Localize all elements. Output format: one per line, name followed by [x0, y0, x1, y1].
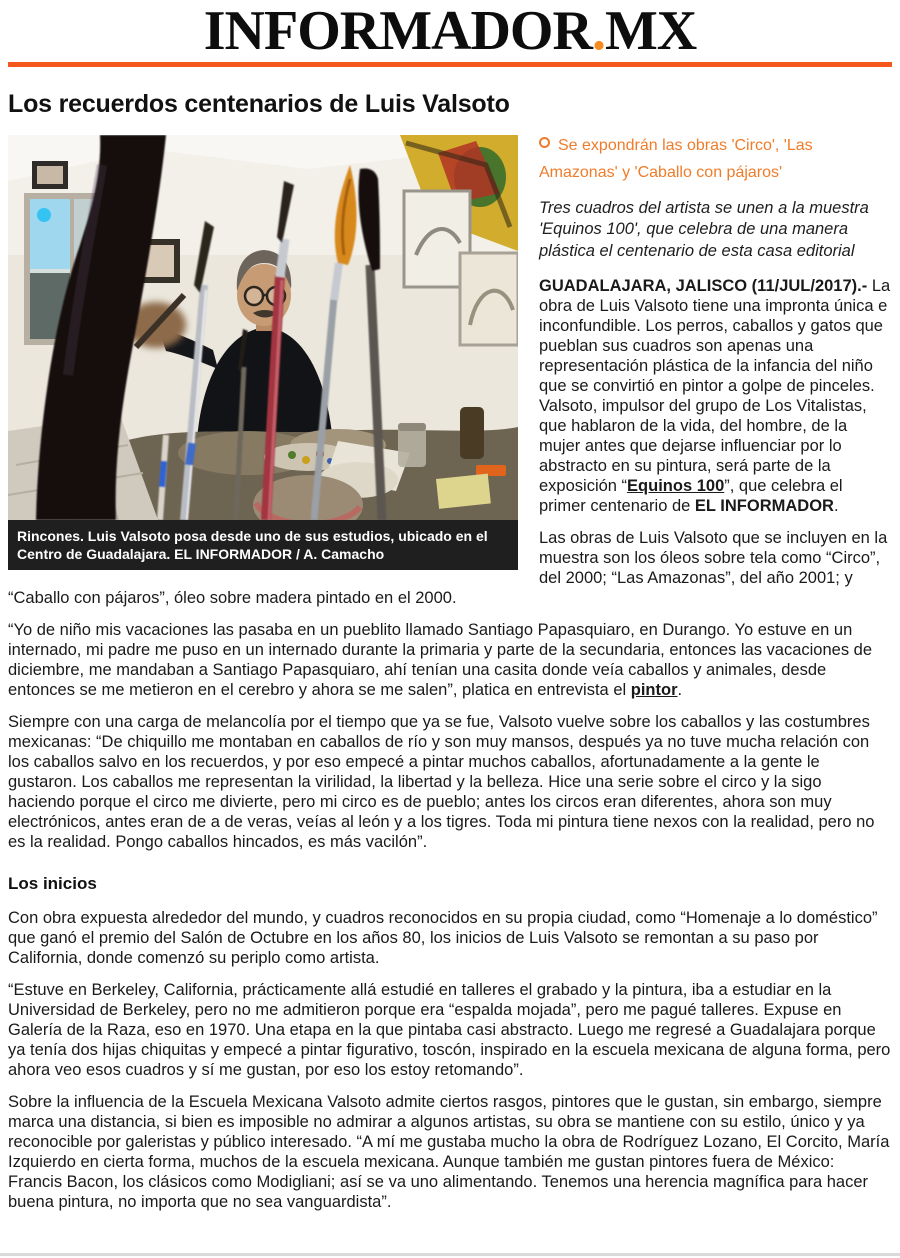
- paragraph-escuela-mexicana: Sobre la influencia de la Escuela Mexicana Valsoto admite ciertos rasgos, pintores que le gustan, sin embargo, siempre marca una distancia, si bien es imposible no admirar a algunos artistas, su obra se mantiene con su estilo, único y ya reconocible por galeristas y público interesado. “A mí me gustaba mucho la obra de Rodríguez Lozano, El Corcito, María Izquierdo en cierta forma, muchos de la escuela mexicana. Aunque también me gustan pintores fuera de México: Francis Bacon, los clásicos como Modigliani; así se va uno alimentando. Tenemos una herencia magnífica para hacer buena pintura, no importa que no sea vanguardista”.: [8, 1093, 890, 1212]
- paragraph-quote-childhood: [8, 620, 892, 700]
- paragraph-berkeley: “Estuve en Berkeley, California, prácticamente allá estudié en talleres el grabado y la pintura, iba a estudiar en la Universidad de Berkeley, pero no me admitieron porque era “espalda mojada”, pero me pagué talleres. Expuse en Galería de la Raza, eso en 1970. Una etapa en la que pintaba casi abstracto. Luego me regresé a Guadalajara porque ya tenía dos hijas chiquitas y empecé a pintar figurativo, toscón, inspirado en la escuela mexicana de alguna forma, pero ahora veo esos cuadros y sí me gustan, por eso los estoy retomando”.: [8, 981, 891, 1080]
- masthead: [0, 0, 900, 62]
- bottom-divider: [0, 1253, 900, 1256]
- equinos-100-link[interactable]: Equinos 100: [627, 477, 725, 496]
- logo-text-suffix: MX: [604, 0, 697, 62]
- quote-childhood-text: “Yo de niño mis vacaciones las pasaba en un pueblito llamado Santiago Papasquiaro, en Durango. Yo estuve en un internado, mi padre me puso en un internado durante la primaria y parte de la secundaria, entonces las vacaciones de diciembre, me mandaban a Santiago Papasquiaro, ahí tenían una casita donde veía caballos y animales, desde entonces se me metieron en el cerebro y ahora se me salen”, platica en entrevista el: [8, 621, 873, 700]
- subhead-los-inicios: Los inicios: [8, 874, 97, 894]
- studio-photo-illustration: [8, 135, 518, 520]
- informador-logo[interactable]: [203, 0, 697, 62]
- paragraph-melancolia: Siempre con una carga de melancolía por el tiempo que ya se fue, Valsoto vuelve sobre los caballos y las costumbres mexicanas: “De chiquillo me montaban en caballos de río y son muy mansos, después ya no tuve mucha relación con los caballos salvo en los recuerdos, y por eso empecé a pintar muchos caballos, afortunadamente a la gente le gustaron. Los caballos me representan la virilidad, la libertad y la belleza. Hice una serie sobre el circo y la sigo haciendo porque el circo me divierte, pero mi circo es de pueblo; antes los circos eran diferentes, ahora son muy electrónicos, antes eran de a de veras, veías al león y a los tigres. Toda mi pintura tiene nexos con la realidad, pero no es la realidad. Pongo caballos hincados, es más vacilón”.: [8, 713, 875, 852]
- photo-caption: Rincones. Luis Valsoto posa desde uno de sus estudios, ubicado en el Centro de Guadalajara. EL INFORMADOR / A. Camacho: [8, 520, 518, 570]
- lead-text-2: ”, que celebra el primer centenario de: [539, 477, 843, 516]
- logo-dot-icon: .: [591, 0, 605, 62]
- brand-mention: EL INFORMADOR: [694, 497, 834, 516]
- dateline: GUADALAJARA, JALISCO (11/JUL/2017).-: [539, 277, 872, 296]
- lead-text-1: La obra de Luis Valsoto tiene una impronta única e inconfundible. Los perros, caballos y gatos que pueblan sus cuadros son apenas una representación plástica de la infancia del niño que se convirtió en pintor a golpe de pinceles. Valsoto, impulsor del grupo de Los Vitalistas, que hablaron de la vida, del hombre, de la mujer antes que dejarse influenciar por lo abstracto en su pintura, será parte de la exposición “: [539, 277, 891, 496]
- pintor-link[interactable]: pintor: [630, 681, 678, 700]
- paragraph-con-obra: Con obra expuesta alrededor del mundo, y cuadros reconocidos en su propia ciudad, como “Homenaje a lo doméstico” que ganó el premio del Salón de Octubre en los años 80, los inicios de Luis Valsoto se remontan a su paso por California, donde comenzó su periplo como artista.: [8, 909, 878, 968]
- kicker-text: Se expondrán las obras 'Circo', 'Las Amazonas' y 'Caballo con pájaros': [539, 136, 813, 181]
- logo-text-main: INFORMADOR: [203, 0, 592, 62]
- quote-childhood-end: .: [677, 681, 683, 700]
- bullet-ring-icon: [539, 137, 550, 148]
- page-header: [0, 0, 900, 119]
- article-deck: Tres cuadros del artista se unen a la muestra 'Equinos 100', que celebra de una manera plástica el centenario de esta casa editorial: [539, 198, 869, 260]
- article-body: [0, 132, 900, 1213]
- masthead-divider: [8, 62, 892, 67]
- lead-text-3: .: [833, 497, 839, 516]
- paragraph-obras: Las obras de Luis Valsoto que se incluyen en la muestra son los óleos sobre tela como “Circo”, del 2000; “Las Amazonas”, del año 2001; y “Caballo con pájaros”, óleo sobre madera pintado en el 2000.: [8, 529, 888, 608]
- article-photo: [8, 135, 518, 570]
- article-headline: Los recuerdos centenarios de Luis Valsoto: [8, 90, 510, 119]
